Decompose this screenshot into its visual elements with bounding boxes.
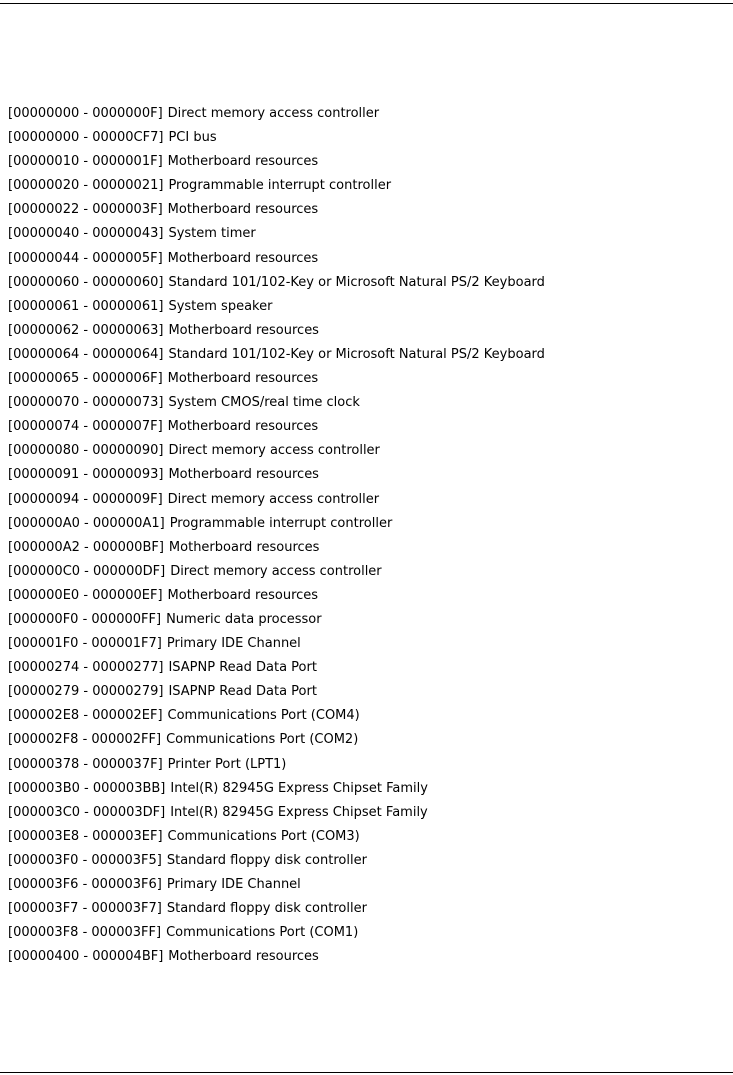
io-device-name: Primary IDE Channel bbox=[166, 636, 301, 652]
io-address-range: [00000070 - 00000073] bbox=[8, 395, 164, 411]
io-address-range: [000000A0 - 000000A1] bbox=[8, 515, 165, 531]
io-range-row bbox=[8, 584, 545, 608]
io-device-name: Motherboard resources bbox=[168, 467, 319, 483]
io-address-range: [00000020 - 00000021] bbox=[8, 178, 164, 194]
io-address-range: [000003F0 - 000003F5] bbox=[8, 852, 162, 868]
io-device-name: Standard 101/102-Key or Microsoft Natural PS/2 Keyboard bbox=[168, 274, 545, 290]
io-range-row bbox=[8, 126, 545, 150]
io-range-row bbox=[8, 897, 545, 921]
io-device-name: System CMOS/real time clock bbox=[168, 395, 360, 411]
io-address-range: [00000061 - 00000061] bbox=[8, 298, 164, 314]
io-address-range: [00000000 - 00000CF7] bbox=[8, 130, 164, 146]
io-range-row bbox=[8, 415, 545, 439]
io-address-range: [00000279 - 00000279] bbox=[8, 684, 164, 700]
io-device-name: Communications Port (COM1) bbox=[166, 925, 359, 941]
io-address-range: [000003F8 - 000003FF] bbox=[8, 925, 162, 941]
io-range-row bbox=[8, 271, 545, 295]
io-device-name: Motherboard resources bbox=[167, 587, 319, 603]
io-device-name: Intel(R) 82945G Express Chipset Family bbox=[170, 780, 428, 796]
io-device-name: Direct memory access controller bbox=[170, 563, 382, 579]
io-range-row bbox=[8, 463, 545, 487]
io-address-range: [00000040 - 00000043] bbox=[8, 226, 164, 242]
io-address-range: [000000A2 - 000000BF] bbox=[8, 539, 164, 555]
io-device-name: Motherboard resources bbox=[167, 154, 319, 170]
io-device-name: Motherboard resources bbox=[168, 539, 320, 555]
io-address-range: [000000E0 - 000000EF] bbox=[8, 587, 163, 603]
io-address-range: [000001F0 - 000001F7] bbox=[8, 636, 162, 652]
io-address-range: [000000C0 - 000000DF] bbox=[8, 563, 166, 579]
io-range-row bbox=[8, 295, 545, 319]
io-device-name: Printer Port (LPT1) bbox=[167, 756, 287, 772]
io-range-row bbox=[8, 945, 545, 969]
io-range-row bbox=[8, 247, 545, 271]
io-device-name: PCI bus bbox=[168, 130, 217, 146]
io-address-range: [000002F8 - 000002FF] bbox=[8, 732, 162, 748]
io-device-name: System speaker bbox=[168, 298, 273, 314]
io-address-range: [00000080 - 00000090] bbox=[8, 443, 164, 459]
io-device-name: Programmable interrupt controller bbox=[169, 515, 393, 531]
io-address-range: [000003E8 - 000003EF] bbox=[8, 828, 163, 844]
io-address-range: [00000064 - 00000064] bbox=[8, 346, 164, 362]
io-device-name: Motherboard resources bbox=[167, 250, 319, 266]
io-device-name: Communications Port (COM4) bbox=[167, 708, 360, 724]
io-address-range: [000002E8 - 000002EF] bbox=[8, 708, 163, 724]
io-address-range: [00000094 - 0000009F] bbox=[8, 491, 163, 507]
io-device-name: Motherboard resources bbox=[168, 949, 319, 965]
io-address-range: [000003B0 - 000003BB] bbox=[8, 780, 166, 796]
io-address-range: [00000065 - 0000006F] bbox=[8, 371, 163, 387]
io-range-row bbox=[8, 728, 545, 752]
io-range-row bbox=[8, 753, 545, 777]
io-range-row bbox=[8, 391, 545, 415]
io-device-name: Intel(R) 82945G Express Chipset Family bbox=[170, 804, 428, 820]
io-address-range: [00000400 - 000004BF] bbox=[8, 949, 164, 965]
io-range-row bbox=[8, 921, 545, 945]
io-range-row bbox=[8, 873, 545, 897]
io-range-row bbox=[8, 656, 545, 680]
io-range-row bbox=[8, 825, 545, 849]
io-range-row bbox=[8, 849, 545, 873]
io-address-range: [00000062 - 00000063] bbox=[8, 322, 164, 338]
io-range-row bbox=[8, 439, 545, 463]
io-range-row bbox=[8, 704, 545, 728]
io-address-range: [00000010 - 0000001F] bbox=[8, 154, 163, 170]
io-address-range: [000003F7 - 000003F7] bbox=[8, 901, 162, 917]
io-range-row bbox=[8, 560, 545, 584]
io-device-name: Direct memory access controller bbox=[167, 106, 380, 121]
io-address-range: [00000044 - 0000005F] bbox=[8, 250, 163, 266]
io-range-row bbox=[8, 343, 545, 367]
io-address-range: [000003F6 - 000003F6] bbox=[8, 877, 162, 892]
io-range-list bbox=[8, 102, 545, 969]
io-address-range: [00000060 - 00000060] bbox=[8, 274, 164, 290]
io-device-name: Primary IDE Channel bbox=[166, 877, 301, 892]
io-address-range: [00000074 - 0000007F] bbox=[8, 419, 163, 435]
io-address-range: [00000091 - 00000093] bbox=[8, 467, 164, 483]
io-device-name: Motherboard resources bbox=[167, 202, 319, 218]
io-address-range: [00000378 - 0000037F] bbox=[8, 756, 163, 772]
io-address-range: [000003C0 - 000003DF] bbox=[8, 804, 166, 820]
io-range-row bbox=[8, 150, 545, 174]
io-device-name: Direct memory access controller bbox=[167, 491, 380, 507]
io-device-name: ISAPNP Read Data Port bbox=[168, 684, 317, 700]
io-device-name: Communications Port (COM2) bbox=[166, 732, 359, 748]
io-device-name: Standard 101/102-Key or Microsoft Natural PS/2 Keyboard bbox=[168, 346, 545, 362]
io-device-name: Direct memory access controller bbox=[168, 443, 380, 459]
io-range-row bbox=[8, 488, 545, 512]
io-address-range: [00000022 - 0000003F] bbox=[8, 202, 163, 218]
io-address-range: [000000F0 - 000000FF] bbox=[8, 611, 162, 627]
io-device-name: Standard floppy disk controller bbox=[166, 901, 367, 917]
io-range-row bbox=[8, 102, 545, 126]
io-device-name: Programmable interrupt controller bbox=[168, 178, 392, 194]
io-range-row bbox=[8, 777, 545, 801]
io-device-name: Numeric data processor bbox=[166, 611, 322, 627]
io-device-name: Motherboard resources bbox=[167, 371, 319, 387]
io-device-name: Standard floppy disk controller bbox=[166, 852, 367, 868]
io-range-row bbox=[8, 536, 545, 560]
bottom-rule bbox=[0, 1072, 733, 1073]
io-range-row bbox=[8, 608, 545, 632]
io-address-range: [00000000 - 0000000F] bbox=[8, 106, 163, 121]
io-address-range: [00000274 - 00000277] bbox=[8, 660, 164, 676]
io-range-row bbox=[8, 319, 545, 343]
io-range-row bbox=[8, 512, 545, 536]
io-device-name: Communications Port (COM3) bbox=[167, 828, 360, 844]
io-range-row bbox=[8, 367, 545, 391]
io-device-name: System timer bbox=[168, 226, 256, 242]
io-range-row bbox=[8, 801, 545, 825]
top-rule bbox=[0, 3, 733, 4]
io-range-row bbox=[8, 174, 545, 198]
io-range-row bbox=[8, 222, 545, 246]
io-range-row bbox=[8, 198, 545, 222]
io-device-name: Motherboard resources bbox=[168, 322, 319, 338]
io-range-row bbox=[8, 680, 545, 704]
io-range-row bbox=[8, 632, 545, 656]
io-device-name: Motherboard resources bbox=[167, 419, 319, 435]
io-device-name: ISAPNP Read Data Port bbox=[168, 660, 317, 676]
